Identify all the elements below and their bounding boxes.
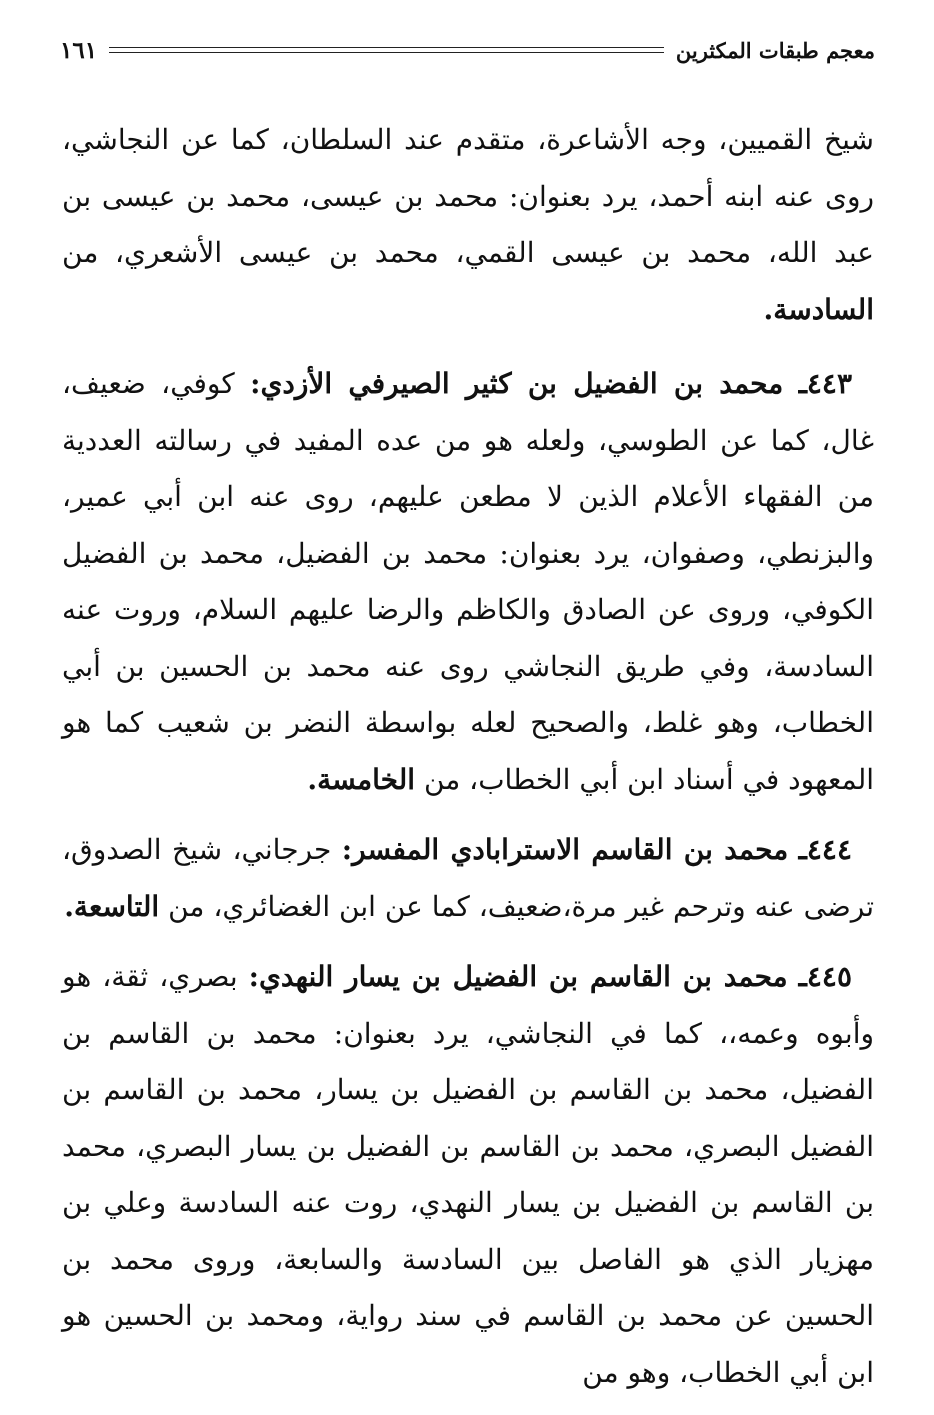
continuation-text: شيخ القميين، وجه الأشاعرة، متقدم عند السلطان، كما عن النجاشي، روى عنه ابنه أحمد، يرد بعنوان: محمد بن عيسى، محمد بن عيسى بن عبد الله، محمد بن عيسى القمي، محمد بن عيسى الأشعري، من — [62, 123, 874, 269]
header-rule — [109, 47, 664, 53]
entry-text: جرجاني، شيخ الصدوق، ترضى عنه وترحم غير مرة،ضعيف، كما عن ابن الغضائري، من — [62, 833, 874, 923]
entry-number: ٤٤٣ـ — [798, 367, 853, 400]
header-rule-line-bottom — [109, 52, 664, 53]
entry-443 — [62, 356, 874, 808]
entry-445 — [62, 949, 874, 1401]
continuation-paragraph — [62, 112, 874, 338]
page-number: ١٦١ — [60, 36, 98, 64]
entry-number: ٤٤٤ـ — [798, 833, 852, 866]
header-rule-line-top — [109, 47, 664, 48]
entry-number: ٤٤٥ـ — [798, 960, 852, 993]
entry-text: كوفي، ضعيف، غال، كما عن الطوسي، ولعله هو من عده المفيد في رسالته العددية من الفقهاء الأعلام الذين لا مطعن عليهم، روى عنه ابن أبي عمير، والبزنطي، وصفوان، يرد بعنوان: محمد بن الفضيل، محمد بن الفضيل الكوفي، وروى عن الصادق والكاظم والرضا عليهم السلام، وروت عنه السادسة، وفي طريق النجاشي روى عنه محمد بن الحسين بن أبي الخطاب، وهو غلط، والصحيح لعله بواسطة النضر بن شعيب كما هو المعهود في أسناد ابن أبي الخطاب، من — [62, 367, 874, 796]
entry-444 — [62, 822, 874, 935]
entry-text: بصري، ثقة، هو وأبوه وعمه،، كما في النجاشي، يرد بعنوان: محمد بن القاسم بن الفضيل، محمد بن القاسم بن الفضيل بن يسار، محمد بن القاسم بن الفضيل البصري، محمد بن القاسم بن الفضيل بن يسار البصري، محمد بن القاسم بن الفضيل بن يسار النهدي، روت عنه السادسة وعلي بن مهزيار الذي هو الفاصل بين السادسة والسابعة، وروى محمد بن الحسين عن محمد بن القاسم في سند رواية، ومحمد بن الحسين هو ابن أبي الخطاب، وهو من — [62, 960, 874, 1389]
entry-heading: محمد بن القاسم بن الفضيل بن يسار النهدي: — [248, 960, 788, 993]
entry-tier: الخامسة. — [307, 762, 416, 796]
running-title: معجم طبقات المكثرين — [675, 37, 875, 63]
continuation-tier: السادسة. — [763, 292, 874, 326]
entry-heading: محمد بن القاسم الاسترابادي المفسر: — [341, 833, 789, 866]
page-body — [62, 112, 874, 1415]
running-header — [60, 30, 875, 70]
entry-heading: محمد بن الفضيل بن كثير الصيرفي الأزدي: — [250, 367, 784, 400]
entry-tier: التاسعة. — [64, 889, 160, 923]
